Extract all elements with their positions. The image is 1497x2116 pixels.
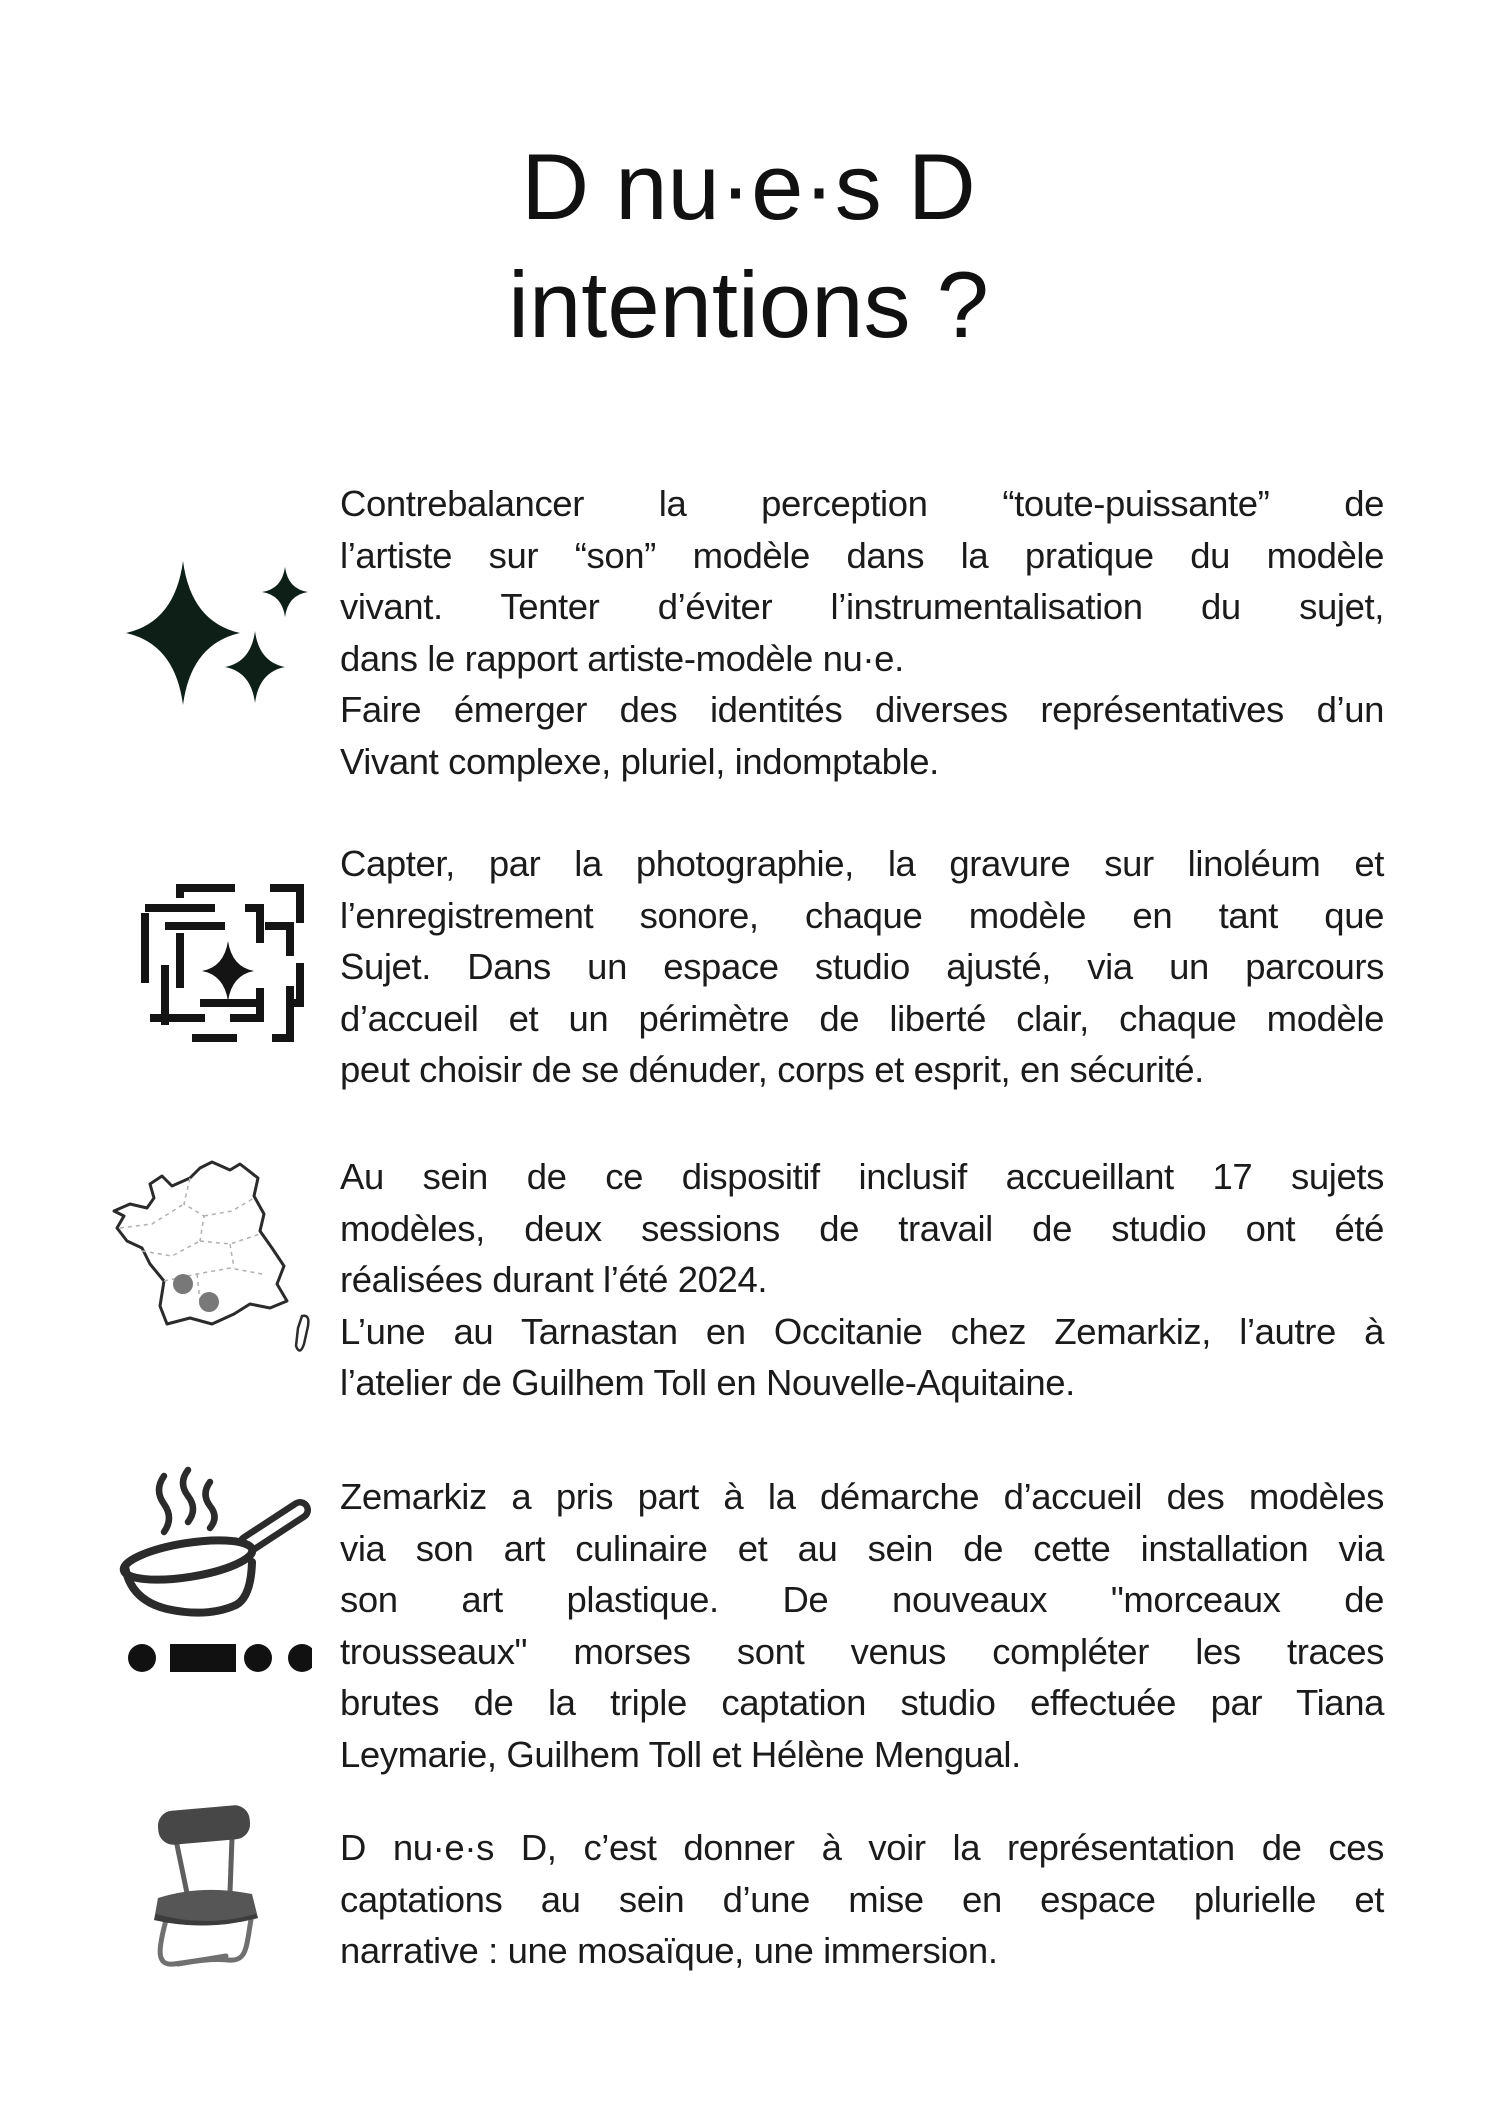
- morse-code-icon: [128, 1644, 312, 1672]
- steam-icon: [159, 1470, 215, 1532]
- page-title: [0, 128, 1497, 364]
- chair-photo: [130, 1800, 305, 1980]
- text-line: Capter, par la photographie, la gravure sur linoléum et: [340, 843, 1384, 884]
- page-title-line1: D nu·e·s D: [521, 134, 976, 239]
- text-line: réalisées durant l’été 2024.: [340, 1259, 768, 1300]
- text-line: D nu·e·s D, c’est donner à voir la représentation de ces: [340, 1827, 1384, 1868]
- text-line: via son art culinaire et au sein de cette installation via: [340, 1527, 1384, 1569]
- text-line: narrative : une mosaïque, une immersion.: [340, 1930, 998, 1971]
- paragraph-block: [340, 1151, 1384, 1306]
- text-line: dans le rapport artiste-modèle nu·e.: [340, 637, 904, 679]
- text-line: Contrebalancer la perception “toute-puissante” de: [340, 483, 1384, 524]
- overlapping-frames-icon: [125, 878, 325, 1048]
- text-line: d’accueil et un périmètre de liberté clair, chaque modèle: [340, 997, 1384, 1039]
- chair-backrest: [157, 1804, 252, 1846]
- text-line: son art plastique. De nouveaux "morceaux de: [340, 1579, 1384, 1620]
- text-line: brutes de la triple captation studio effectuée par Tiana: [340, 1682, 1384, 1723]
- text-line: captations au sein d’une mise en espace plurielle et: [340, 1878, 1384, 1920]
- sparkles-icon: [100, 545, 315, 715]
- section-conclusion-text: [340, 1822, 1384, 1977]
- france-map-icon: [112, 1156, 324, 1361]
- text-line: Zemarkiz a pris part à la démarche d’accueil des modèles: [340, 1476, 1384, 1517]
- text-line: vivant. Tenter d’éviter l’instrumentalisation du sujet,: [340, 586, 1384, 627]
- paragraph-block: [340, 684, 1384, 787]
- text-line: Vivant complexe, pluriel, indomptable.: [340, 740, 939, 782]
- map-dot-occitanie: [199, 1292, 219, 1312]
- text-line: modèles, deux sessions de travail de studio ont été: [340, 1207, 1384, 1249]
- text-line: peut choisir de se dénuder, corps et esprit, en sécurité.: [340, 1049, 1204, 1090]
- paragraph-block: [340, 1822, 1384, 1977]
- cooking-pan-morse-icon: [112, 1462, 312, 1682]
- paragraph-block: [340, 838, 1384, 1096]
- text-line: l’artiste sur “son” modèle dans la pratique du modèle: [340, 534, 1384, 576]
- text-line: Sujet. Dans un espace studio ajusté, via un parcours: [340, 946, 1384, 987]
- section-zemarkiz-text: [340, 1471, 1384, 1780]
- map-dot-nouvelle-aquitaine: [173, 1274, 193, 1294]
- page-title-line2: intentions ?: [508, 252, 989, 357]
- section-intentions-text: [340, 478, 1384, 787]
- text-line: trousseaux" morses sont venus compléter les traces: [340, 1630, 1384, 1672]
- paragraph-block: [340, 1471, 1384, 1780]
- paragraph-block: [340, 478, 1384, 684]
- text-line: Leymarie, Guilhem Toll et Hélène Mengual.: [340, 1733, 1021, 1775]
- section-sessions-text: [340, 1151, 1384, 1409]
- text-line: L’une au Tarnastan en Occitanie chez Zemarkiz, l’autre à: [340, 1310, 1384, 1352]
- text-line: l’atelier de Guilhem Toll en Nouvelle-Aquitaine.: [340, 1362, 1075, 1403]
- section-capter-text: [340, 838, 1384, 1096]
- text-line: Faire émerger des identités diverses représentatives d’un: [340, 689, 1384, 730]
- text-line: Au sein de ce dispositif inclusif accueillant 17 sujets: [340, 1156, 1384, 1197]
- paragraph-block: [340, 1306, 1384, 1409]
- text-line: l’enregistrement sonore, chaque modèle en tant que: [340, 894, 1384, 936]
